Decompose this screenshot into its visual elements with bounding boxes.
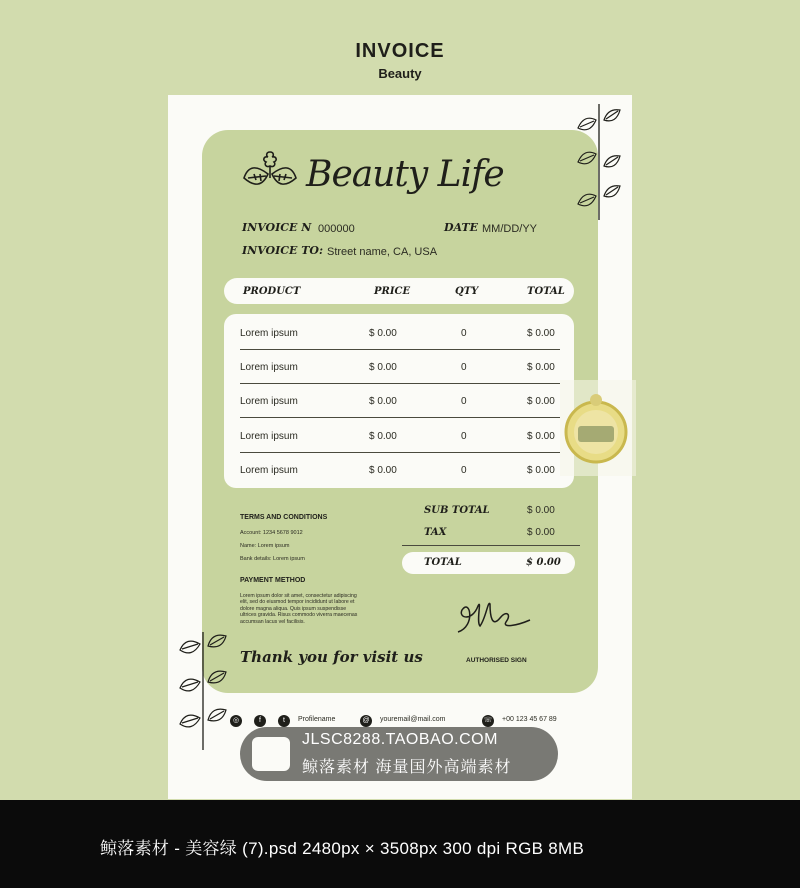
total-value: $ 0.00 (526, 557, 561, 568)
terms-title: TERMS AND CONDITIONS (240, 514, 328, 521)
authorised-sign-label: AUTHORISED SIGN (466, 657, 527, 664)
table-row (240, 384, 560, 418)
instagram-icon[interactable]: ◎ (230, 715, 242, 727)
cell-total: $ 0.00 (527, 431, 555, 442)
payment-text: Lorem ipsum dolor sit amet, consectetur adipiscing elit, sed do eiusmod tempor incididunt ut labore et dolore magna aliqua. Quis ipsum suspendisse ultrices gravida. Risus commodo viverra maecenas accumsan lacus vel facilisis. (240, 593, 358, 625)
cell-total: $ 0.00 (527, 328, 555, 339)
table-row (240, 316, 560, 350)
terms-name: Name: Lorem ipsum (240, 543, 290, 549)
tax-label: TAX (424, 527, 447, 538)
date-value: MM/DD/YY (482, 223, 537, 235)
page-title: INVOICE (355, 40, 445, 62)
cell-qty: 0 (461, 465, 467, 476)
table-row (240, 419, 560, 453)
payment-title: PAYMENT METHOD (240, 577, 306, 584)
cell-total: $ 0.00 (527, 362, 555, 373)
cell-qty: 0 (461, 362, 467, 373)
watermark-url: JLSC8288.TAOBAO.COM (302, 731, 498, 748)
phone-icon: ☏ (482, 715, 494, 727)
tax-value: $ 0.00 (527, 527, 555, 538)
cell-total: $ 0.00 (527, 396, 555, 407)
email-icon: @ (360, 715, 372, 727)
twitter-icon[interactable]: t (278, 715, 290, 727)
cell-product: Lorem ipsum (240, 396, 298, 407)
cell-price: $ 0.00 (369, 465, 397, 476)
invoice-number-label: INVOICE N (242, 221, 312, 234)
table-header-product: PRODUCT (243, 286, 301, 297)
table-header-qty: QTY (455, 286, 479, 297)
file-info-text: 鲸落素材 - 美容绿 (7).psd 2480px × 3508px 300 dpi RGB 8MB (100, 839, 585, 858)
cell-qty: 0 (461, 431, 467, 442)
row-divider (240, 417, 560, 418)
cell-qty: 0 (461, 328, 467, 339)
contact-profile[interactable]: Profilename (298, 716, 336, 723)
terms-account: Account: 1234 5678 9012 (240, 530, 303, 536)
table-row (240, 350, 560, 384)
subtotal-label: SUB TOTAL (424, 505, 490, 516)
cell-qty: 0 (461, 396, 467, 407)
invoice-to-label: INVOICE TO: (242, 244, 324, 257)
contact-email[interactable]: youremail@mail.com (380, 716, 446, 723)
page-subtitle: Beauty (378, 66, 422, 81)
cell-price: $ 0.00 (369, 396, 397, 407)
thank-you-text: Thank you for visit us (240, 648, 423, 666)
cell-price: $ 0.00 (369, 328, 397, 339)
brand-name: Beauty Life (306, 154, 504, 195)
leaf-decoration-top-right (572, 100, 628, 224)
table-row (240, 453, 560, 487)
contact-phone[interactable]: +00 123 45 67 89 (502, 716, 557, 723)
cell-product: Lorem ipsum (240, 431, 298, 442)
watermark-stamp (560, 380, 636, 476)
invoice-number-value: 000000 (318, 223, 355, 235)
subtotal-value: $ 0.00 (527, 505, 555, 516)
watermark-logo (252, 737, 290, 771)
leaf-flower-logo-icon (240, 148, 300, 196)
leaf-decoration-bottom-left (176, 628, 232, 752)
table-header-total: TOTAL (527, 286, 565, 297)
watermark-tagline: 鲸落素材 海量国外高端素材 (302, 759, 512, 776)
terms-bank: Bank details: Lorem ipsum (240, 556, 305, 562)
cell-product: Lorem ipsum (240, 328, 298, 339)
table-header-price: PRICE (374, 286, 411, 297)
cell-product: Lorem ipsum (240, 362, 298, 373)
cell-price: $ 0.00 (369, 362, 397, 373)
total-label: TOTAL (424, 557, 462, 568)
facebook-icon[interactable]: f (254, 715, 266, 727)
invoice-to-value: Street name, CA, USA (327, 246, 438, 258)
signature (456, 592, 534, 642)
date-label: DATE (444, 221, 479, 234)
cell-total: $ 0.00 (527, 465, 555, 476)
totals-divider (402, 545, 580, 546)
cell-price: $ 0.00 (369, 431, 397, 442)
cell-product: Lorem ipsum (240, 465, 298, 476)
